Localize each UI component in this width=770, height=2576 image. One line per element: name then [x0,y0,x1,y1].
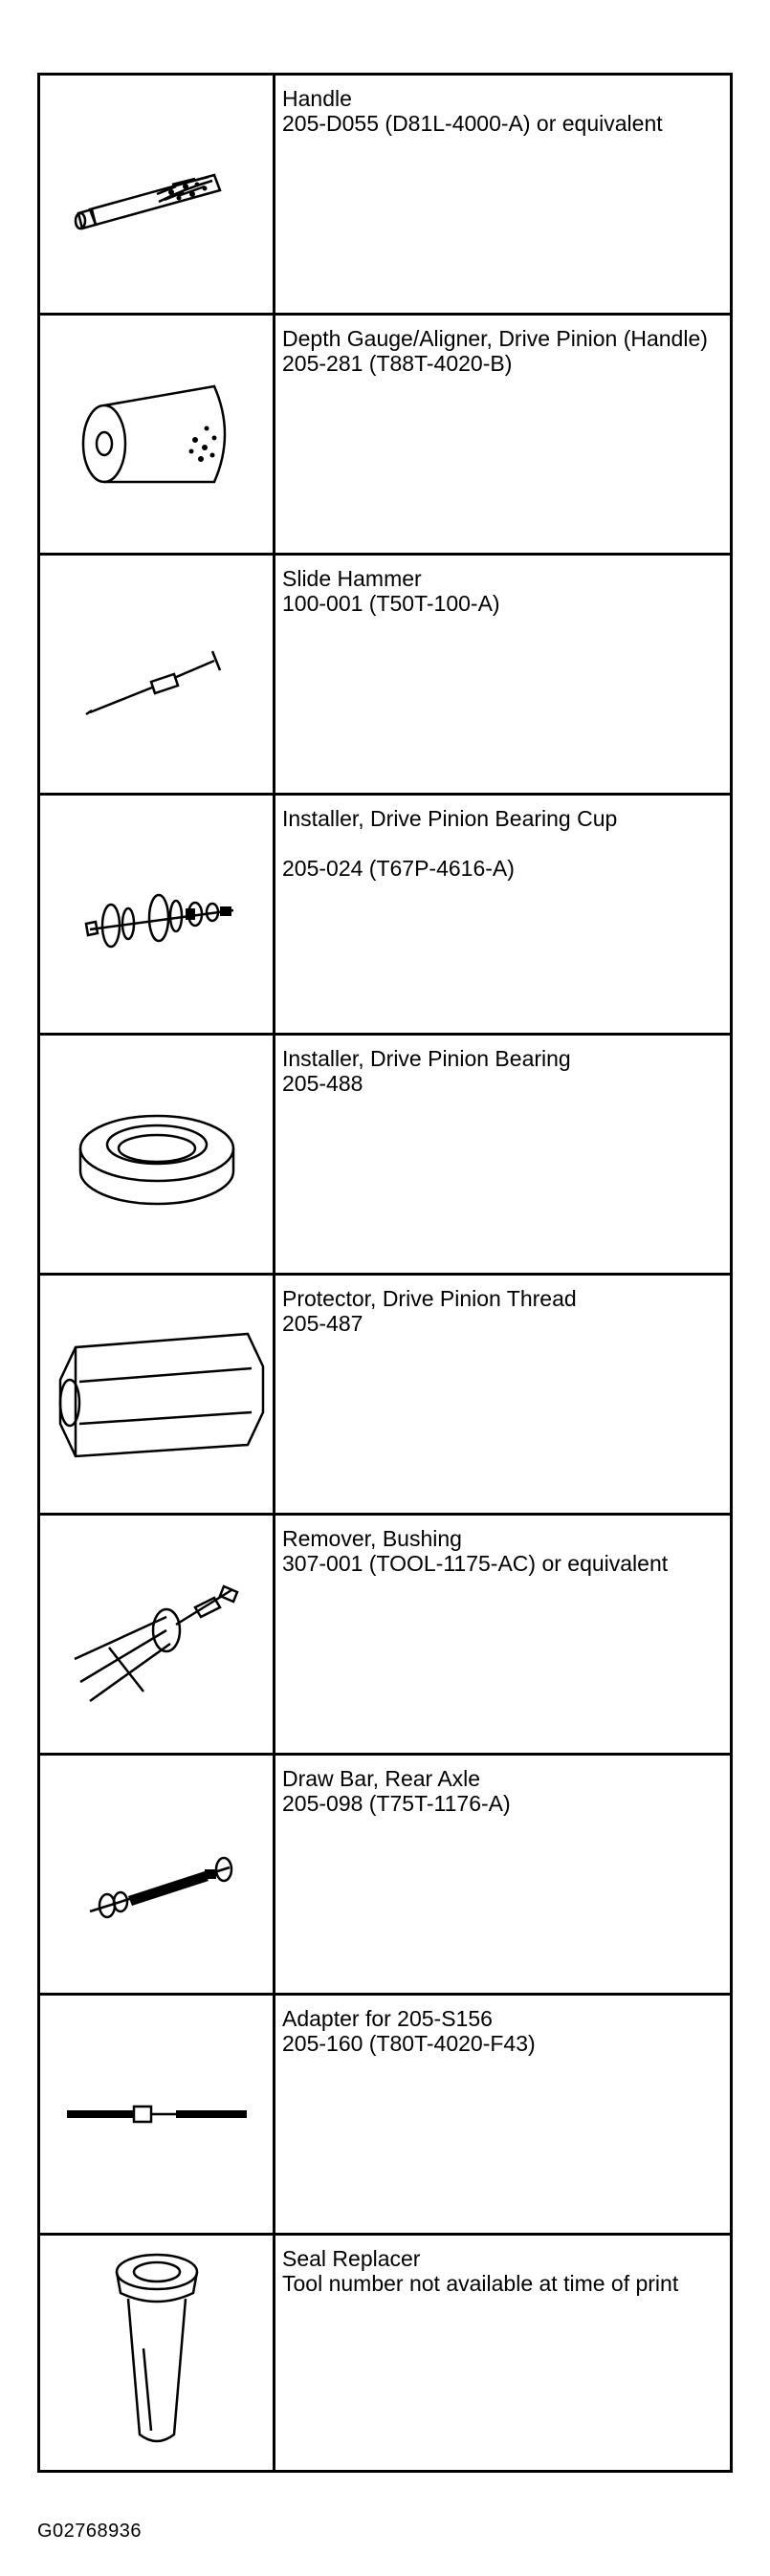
tool-description [275,1996,730,2233]
depth-gauge-icon [52,348,262,520]
tool-description [275,1036,730,1273]
handle-icon [52,118,262,271]
tool-number: 205-D055 (D81L-4000-A) or equivalent [282,111,663,136]
tool-number: 205-281 (T88T-4020-B) [282,351,513,376]
tool-description [275,1516,730,1753]
tool-description [275,556,730,793]
thread-protector-icon [47,1313,267,1475]
tool-number: 205-024 (T67P-4616-A) [282,856,515,881]
tool-number: 307-001 (TOOL-1175-AC) or equivalent [282,1551,669,1576]
tool-image-cell [40,2236,275,2470]
tool-description [275,796,730,1033]
adapter-icon [52,2085,262,2143]
tool-row-thread-protector [40,1276,730,1516]
tool-row-bushing-remover [40,1516,730,1756]
tool-row-draw-bar [40,1756,730,1996]
tool-number: 205-488 [282,1071,363,1096]
tool-description [275,1756,730,1993]
tool-number: 205-160 (T80T-4020-F43) [282,2031,536,2056]
tool-image-cell [40,1276,275,1513]
spacer [282,831,724,856]
special-tools-table [37,73,733,2473]
figure-id: G02768936 [37,2521,143,2542]
tool-name: Installer, Drive Pinion Bearing [282,1046,571,1071]
tool-name: Slide Hammer [282,566,422,591]
tool-image-cell [40,556,275,793]
draw-bar-icon [52,1793,262,1955]
tool-description [275,2236,730,2470]
tool-row-bearing-cup-installer [40,796,730,1036]
tool-description [275,1276,730,1513]
tool-image-cell [40,1036,275,1273]
tool-image-cell [40,76,275,313]
tool-name: Seal Replacer [282,2246,421,2271]
tool-image-cell [40,1996,275,2233]
tool-name: Draw Bar, Rear Axle [282,1766,481,1791]
seal-replacer-icon [90,2243,224,2463]
tool-number: 205-098 (T75T-1176-A) [282,1791,511,1816]
slide-hammer-icon [52,598,262,751]
tool-row-handle [40,76,730,316]
tool-name: Installer, Drive Pinion Bearing Cup [282,806,618,831]
tool-name: Protector, Drive Pinion Thread [282,1286,577,1311]
bearing-installer-icon [52,1078,262,1231]
tool-row-seal-replacer [40,2236,730,2470]
tool-description [275,76,730,313]
tool-image-cell [40,796,275,1033]
tool-image-cell [40,1516,275,1753]
tool-row-adapter [40,1996,730,2236]
tool-number: 205-487 [282,1311,363,1336]
tool-description [275,316,730,553]
tool-number: 100-001 (T50T-100-A) [282,591,500,616]
tool-name: Depth Gauge/Aligner, Drive Pinion (Handle) [282,326,708,351]
tool-row-bearing-installer [40,1036,730,1276]
bushing-remover-icon [52,1548,262,1720]
tool-image-cell [40,316,275,553]
tool-name: Adapter for 205-S156 [282,2006,493,2031]
tool-name: Remover, Bushing [282,1526,462,1551]
tool-name: Handle [282,86,352,111]
tool-row-depth-gauge [40,316,730,556]
tool-number: Tool number not available at time of print [282,2271,679,2296]
tool-row-slide-hammer [40,556,730,796]
tool-image-cell [40,1756,275,1993]
bearing-cup-installer-icon [52,838,262,991]
